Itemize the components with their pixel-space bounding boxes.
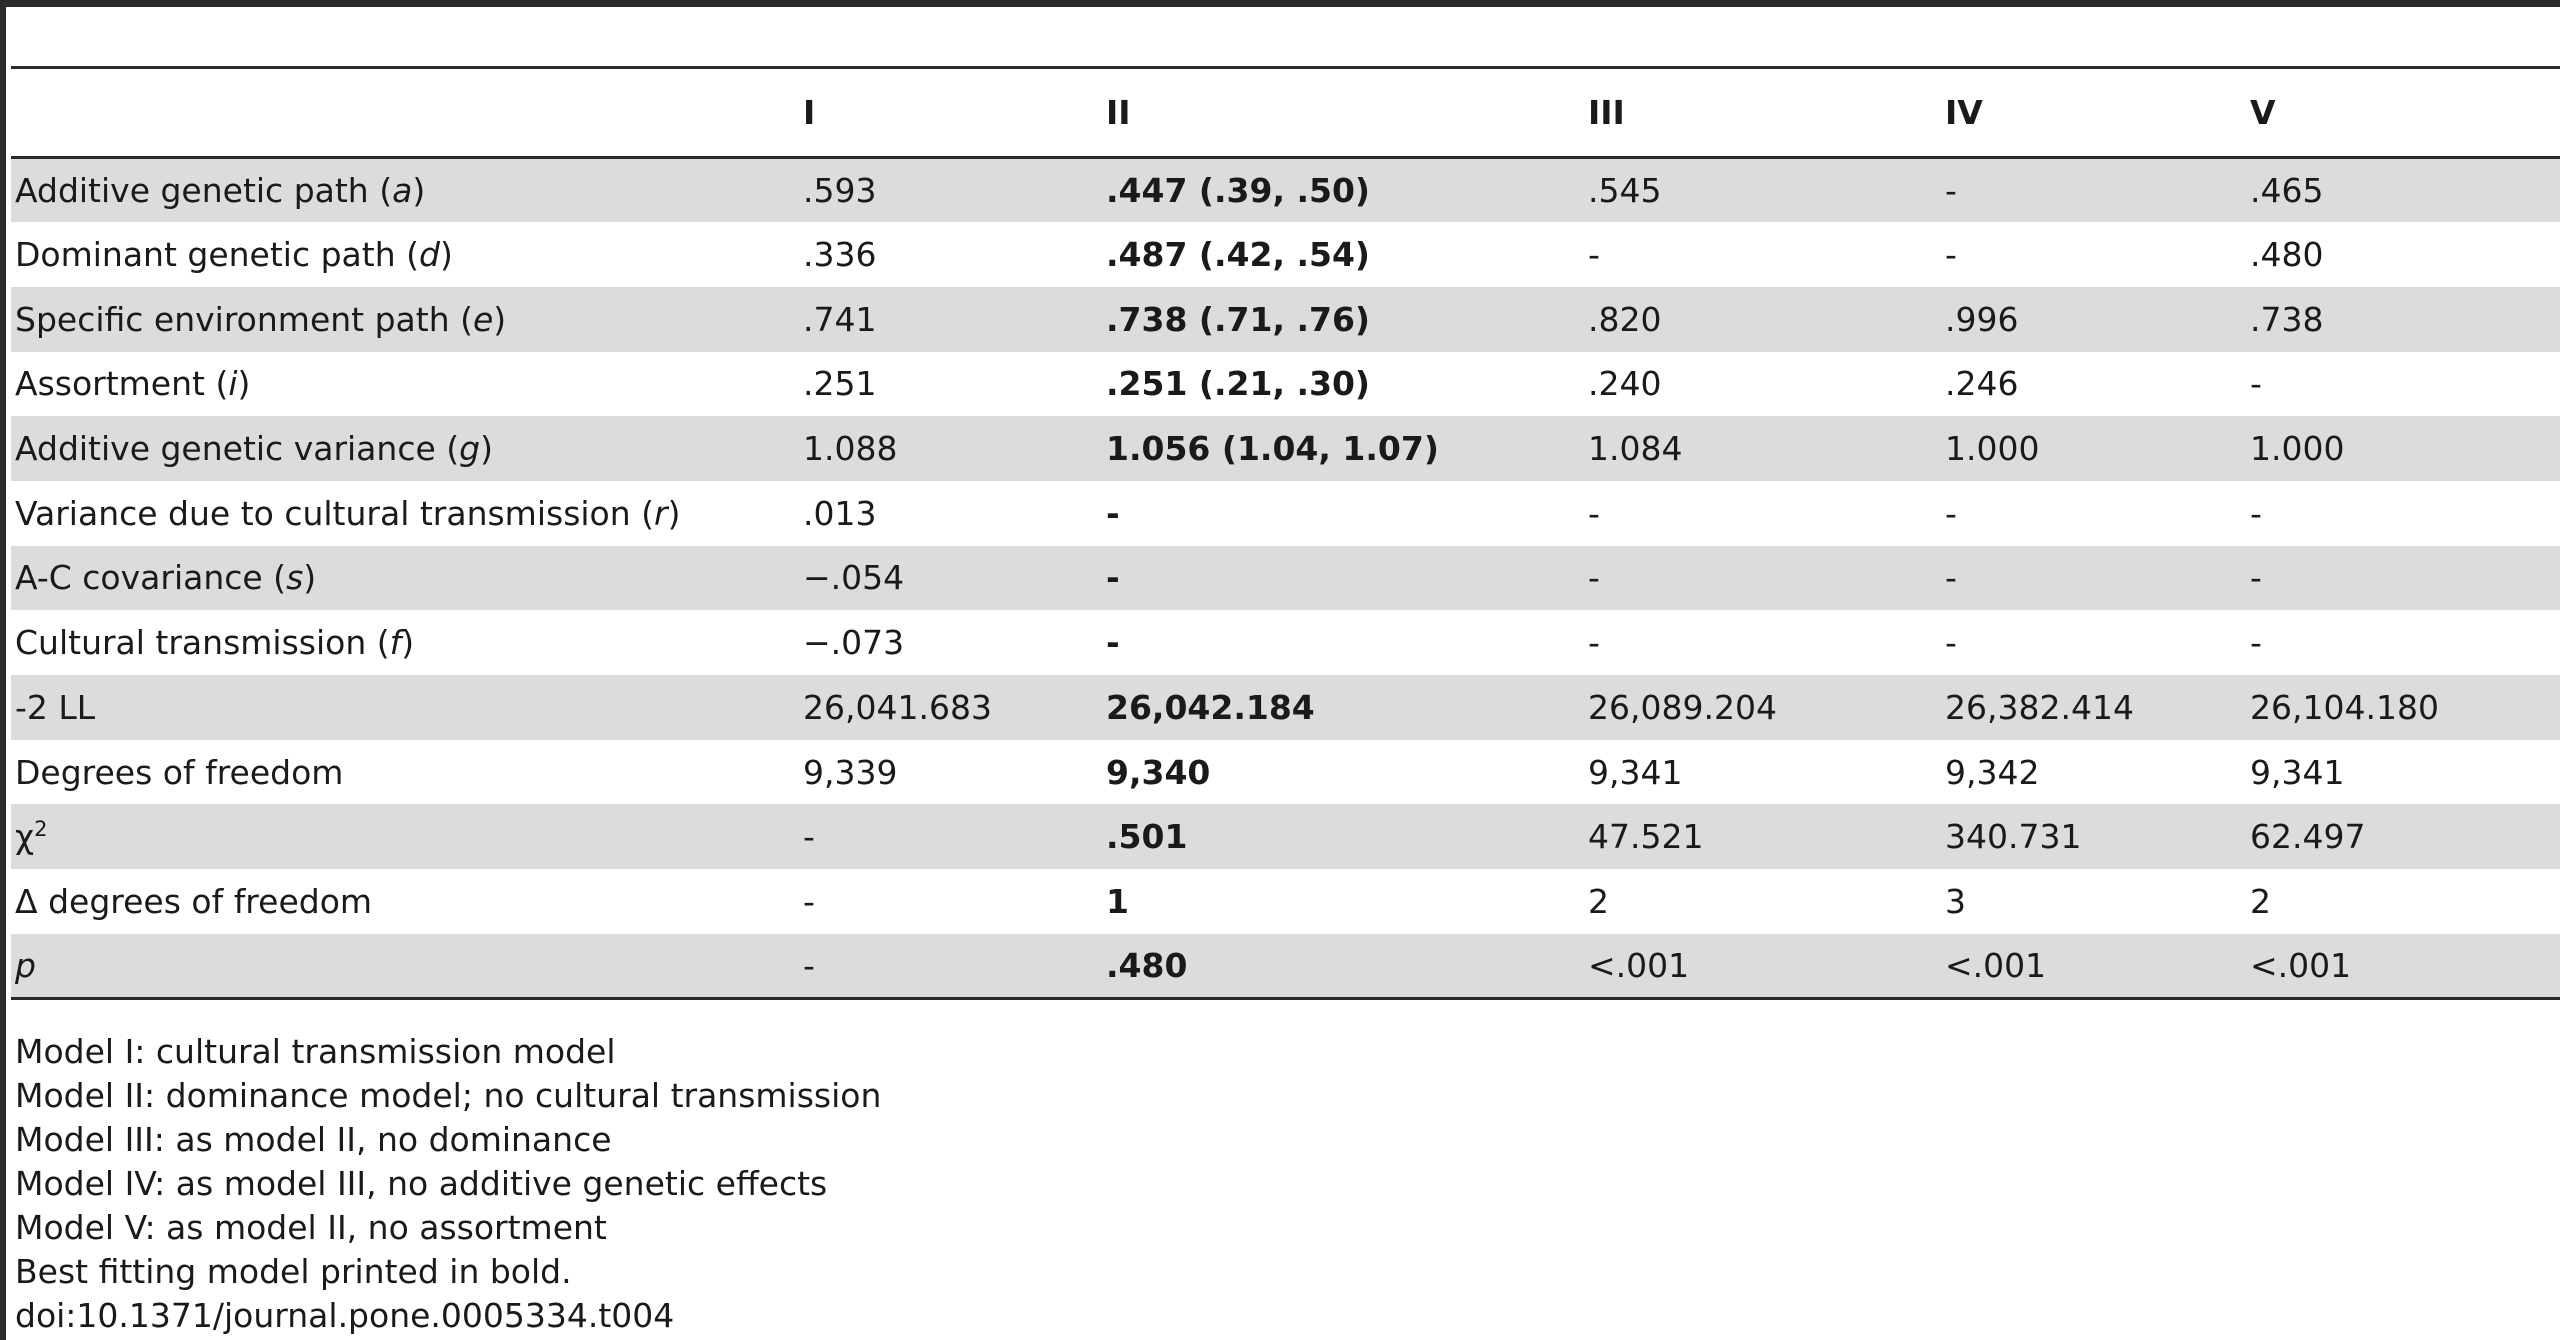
header-model-iii: III [1588,93,1625,132]
row-label [11,804,803,869]
cell-model-i: .013 [803,493,877,533]
cell-model-i: 1.088 [803,429,898,469]
row-label-symbol: p [15,945,36,985]
table-row [11,740,2560,805]
row-label-symbol: d [419,235,440,275]
cell-model-i: −.054 [803,558,905,598]
cell-model-i: .336 [803,235,877,275]
header-model-ii: II [1106,93,1131,132]
cell-model-v: 1.000 [2250,429,2345,469]
row-label-suffix: ) [401,623,415,663]
cell-model-i: - [803,945,815,985]
doi-reference: doi:10.1371/journal.pone.0005334.t004 [15,1296,675,1335]
table-footnotes [15,1030,881,1338]
row-label-suffix: ) [237,364,251,404]
cell-model-v: 26,104.180 [2250,687,2439,727]
cell-model-ii: 1.056 (1.04, 1.07) [1106,429,1439,469]
row-label-suffix: ) [493,299,507,339]
note-model-ii: Model II: dominance model; no cultural transmission [15,1076,882,1115]
table-row [11,158,2560,223]
row-label [11,158,803,223]
table-row [11,804,2560,869]
cell-model-iv: - [1945,235,1957,275]
table-row [11,222,2560,287]
cell-model-i: - [803,881,815,921]
table-row [11,416,2560,481]
cell-model-v: 62.497 [2250,817,2366,857]
cell-model-v: 2 [2250,881,2271,921]
table-row [11,869,2560,934]
header-model-iv: IV [1945,93,1983,132]
cell-model-ii: .501 [1106,817,1188,857]
row-label-text: Cultural transmission ( [15,623,390,663]
cell-model-i: 9,339 [803,752,898,792]
cell-model-iv: .996 [1945,299,2019,339]
cell-model-iii: .240 [1588,364,1662,404]
cell-model-iii: - [1588,235,1600,275]
row-label-symbol: e [472,299,494,339]
cell-model-iv: - [1945,171,1957,211]
note-model-iii: Model III: as model II, no dominance [15,1120,612,1159]
table-row [11,481,2560,546]
cell-model-ii: - [1106,623,1120,663]
row-label [11,287,803,352]
header-model-i: I [803,93,816,132]
row-label [11,546,803,611]
row-label-suffix: ) [439,235,453,275]
cell-model-i: −.073 [803,623,905,663]
row-label-symbol: r [654,493,668,533]
cell-model-iii: - [1588,558,1600,598]
row-label-text: -2 LL [15,687,96,727]
row-label [11,610,803,675]
results-table-container [11,66,2560,1000]
cell-model-ii: 9,340 [1106,752,1211,792]
cell-model-iv: .246 [1945,364,2019,404]
row-label-symbol: a [392,171,413,211]
cell-model-ii: 1 [1106,881,1129,921]
cell-model-v: - [2250,558,2262,598]
cell-model-iv: 9,342 [1945,752,2040,792]
header-label-column [11,68,803,158]
row-label [11,481,803,546]
cell-model-iii: 47.521 [1588,817,1704,857]
model-fit-table [11,66,2560,1000]
cell-model-iii: - [1588,493,1600,533]
row-label-suffix: ) [667,493,681,533]
cell-model-iv: 26,382.414 [1945,687,2134,727]
row-label [11,222,803,287]
cell-model-ii: .251 (.21, .30) [1106,364,1371,404]
row-label [11,740,803,805]
cell-model-ii: .447 (.39, .50) [1106,171,1371,211]
cell-model-i: .741 [803,299,877,339]
row-label-text: χ [15,817,35,857]
table-row [11,546,2560,611]
row-label-text: Dominant genetic path ( [15,235,419,275]
cell-model-iii: <.001 [1588,945,1690,985]
cell-model-v: - [2250,623,2262,663]
cell-model-v: - [2250,493,2262,533]
row-label-text: A-C covariance ( [15,558,287,598]
row-label-suffix: ) [412,171,426,211]
cell-model-i: 26,041.683 [803,687,992,727]
cell-model-ii: .738 (.71, .76) [1106,299,1371,339]
cell-model-i: .593 [803,171,877,211]
cell-model-v: 9,341 [2250,752,2345,792]
cell-model-iii: .820 [1588,299,1662,339]
cell-model-ii: .480 [1106,945,1188,985]
cell-model-iii: .545 [1588,171,1662,211]
row-label-text: Variance due to cultural transmission ( [15,493,655,533]
row-label [11,869,803,934]
note-model-iv: Model IV: as model III, no additive genetic effects [15,1164,828,1203]
note-best-fit: Best fitting model printed in bold. [15,1252,572,1291]
cell-model-ii: - [1106,493,1120,533]
row-label-text: Additive genetic path ( [15,171,393,211]
row-label [11,352,803,417]
cell-model-iv: - [1945,493,1957,533]
cell-model-v: .738 [2250,299,2324,339]
cell-model-iii: - [1588,623,1600,663]
row-label [11,675,803,740]
header-model-v: V [2250,93,2276,132]
cell-model-v: <.001 [2250,945,2352,985]
table-row [11,287,2560,352]
table-row [11,352,2560,417]
row-label-suffix: ) [480,429,493,469]
table-header-row [11,68,2560,158]
row-label-symbol: g [459,429,481,469]
cell-model-ii: - [1106,558,1120,598]
table-row [11,610,2560,675]
cell-model-v: - [2250,364,2262,404]
note-model-v: Model V: as model II, no assortment [15,1208,607,1247]
cell-model-i: - [803,817,815,857]
cell-model-iii: 2 [1588,881,1609,921]
cell-model-v: .465 [2250,171,2324,211]
cell-model-i: .251 [803,364,877,404]
row-label-symbol: s [286,558,304,598]
row-label [11,416,803,481]
note-model-i: Model I: cultural transmission model [15,1032,616,1071]
top-border [0,0,2560,7]
left-border [0,0,6,1340]
row-label-symbol: f [389,623,402,663]
table-row [11,934,2560,999]
row-label-text: Degrees of freedom [15,752,344,792]
cell-model-iv: - [1945,558,1957,598]
row-label-text: Δ degrees of freedom [15,881,373,921]
row-label-superscript: 2 [34,817,48,842]
row-label-text: Additive genetic variance ( [15,429,460,469]
cell-model-iii: 26,089.204 [1588,687,1777,727]
cell-model-iv: - [1945,623,1957,663]
row-label [11,934,803,999]
cell-model-ii: 26,042.184 [1106,687,1315,727]
row-label-text: Specific environment path ( [15,299,473,339]
table-row [11,675,2560,740]
row-label-suffix: ) [303,558,317,598]
cell-model-iii: 9,341 [1588,752,1683,792]
cell-model-iv: 3 [1945,881,1966,921]
cell-model-ii: .487 (.42, .54) [1106,235,1371,275]
cell-model-iv: 340.731 [1945,817,2082,857]
row-label-text: Assortment ( [15,364,229,404]
row-label-symbol: i [228,364,238,404]
cell-model-iv: 1.000 [1945,429,2040,469]
cell-model-iii: 1.084 [1588,429,1683,469]
cell-model-v: .480 [2250,235,2324,275]
cell-model-iv: <.001 [1945,945,2047,985]
